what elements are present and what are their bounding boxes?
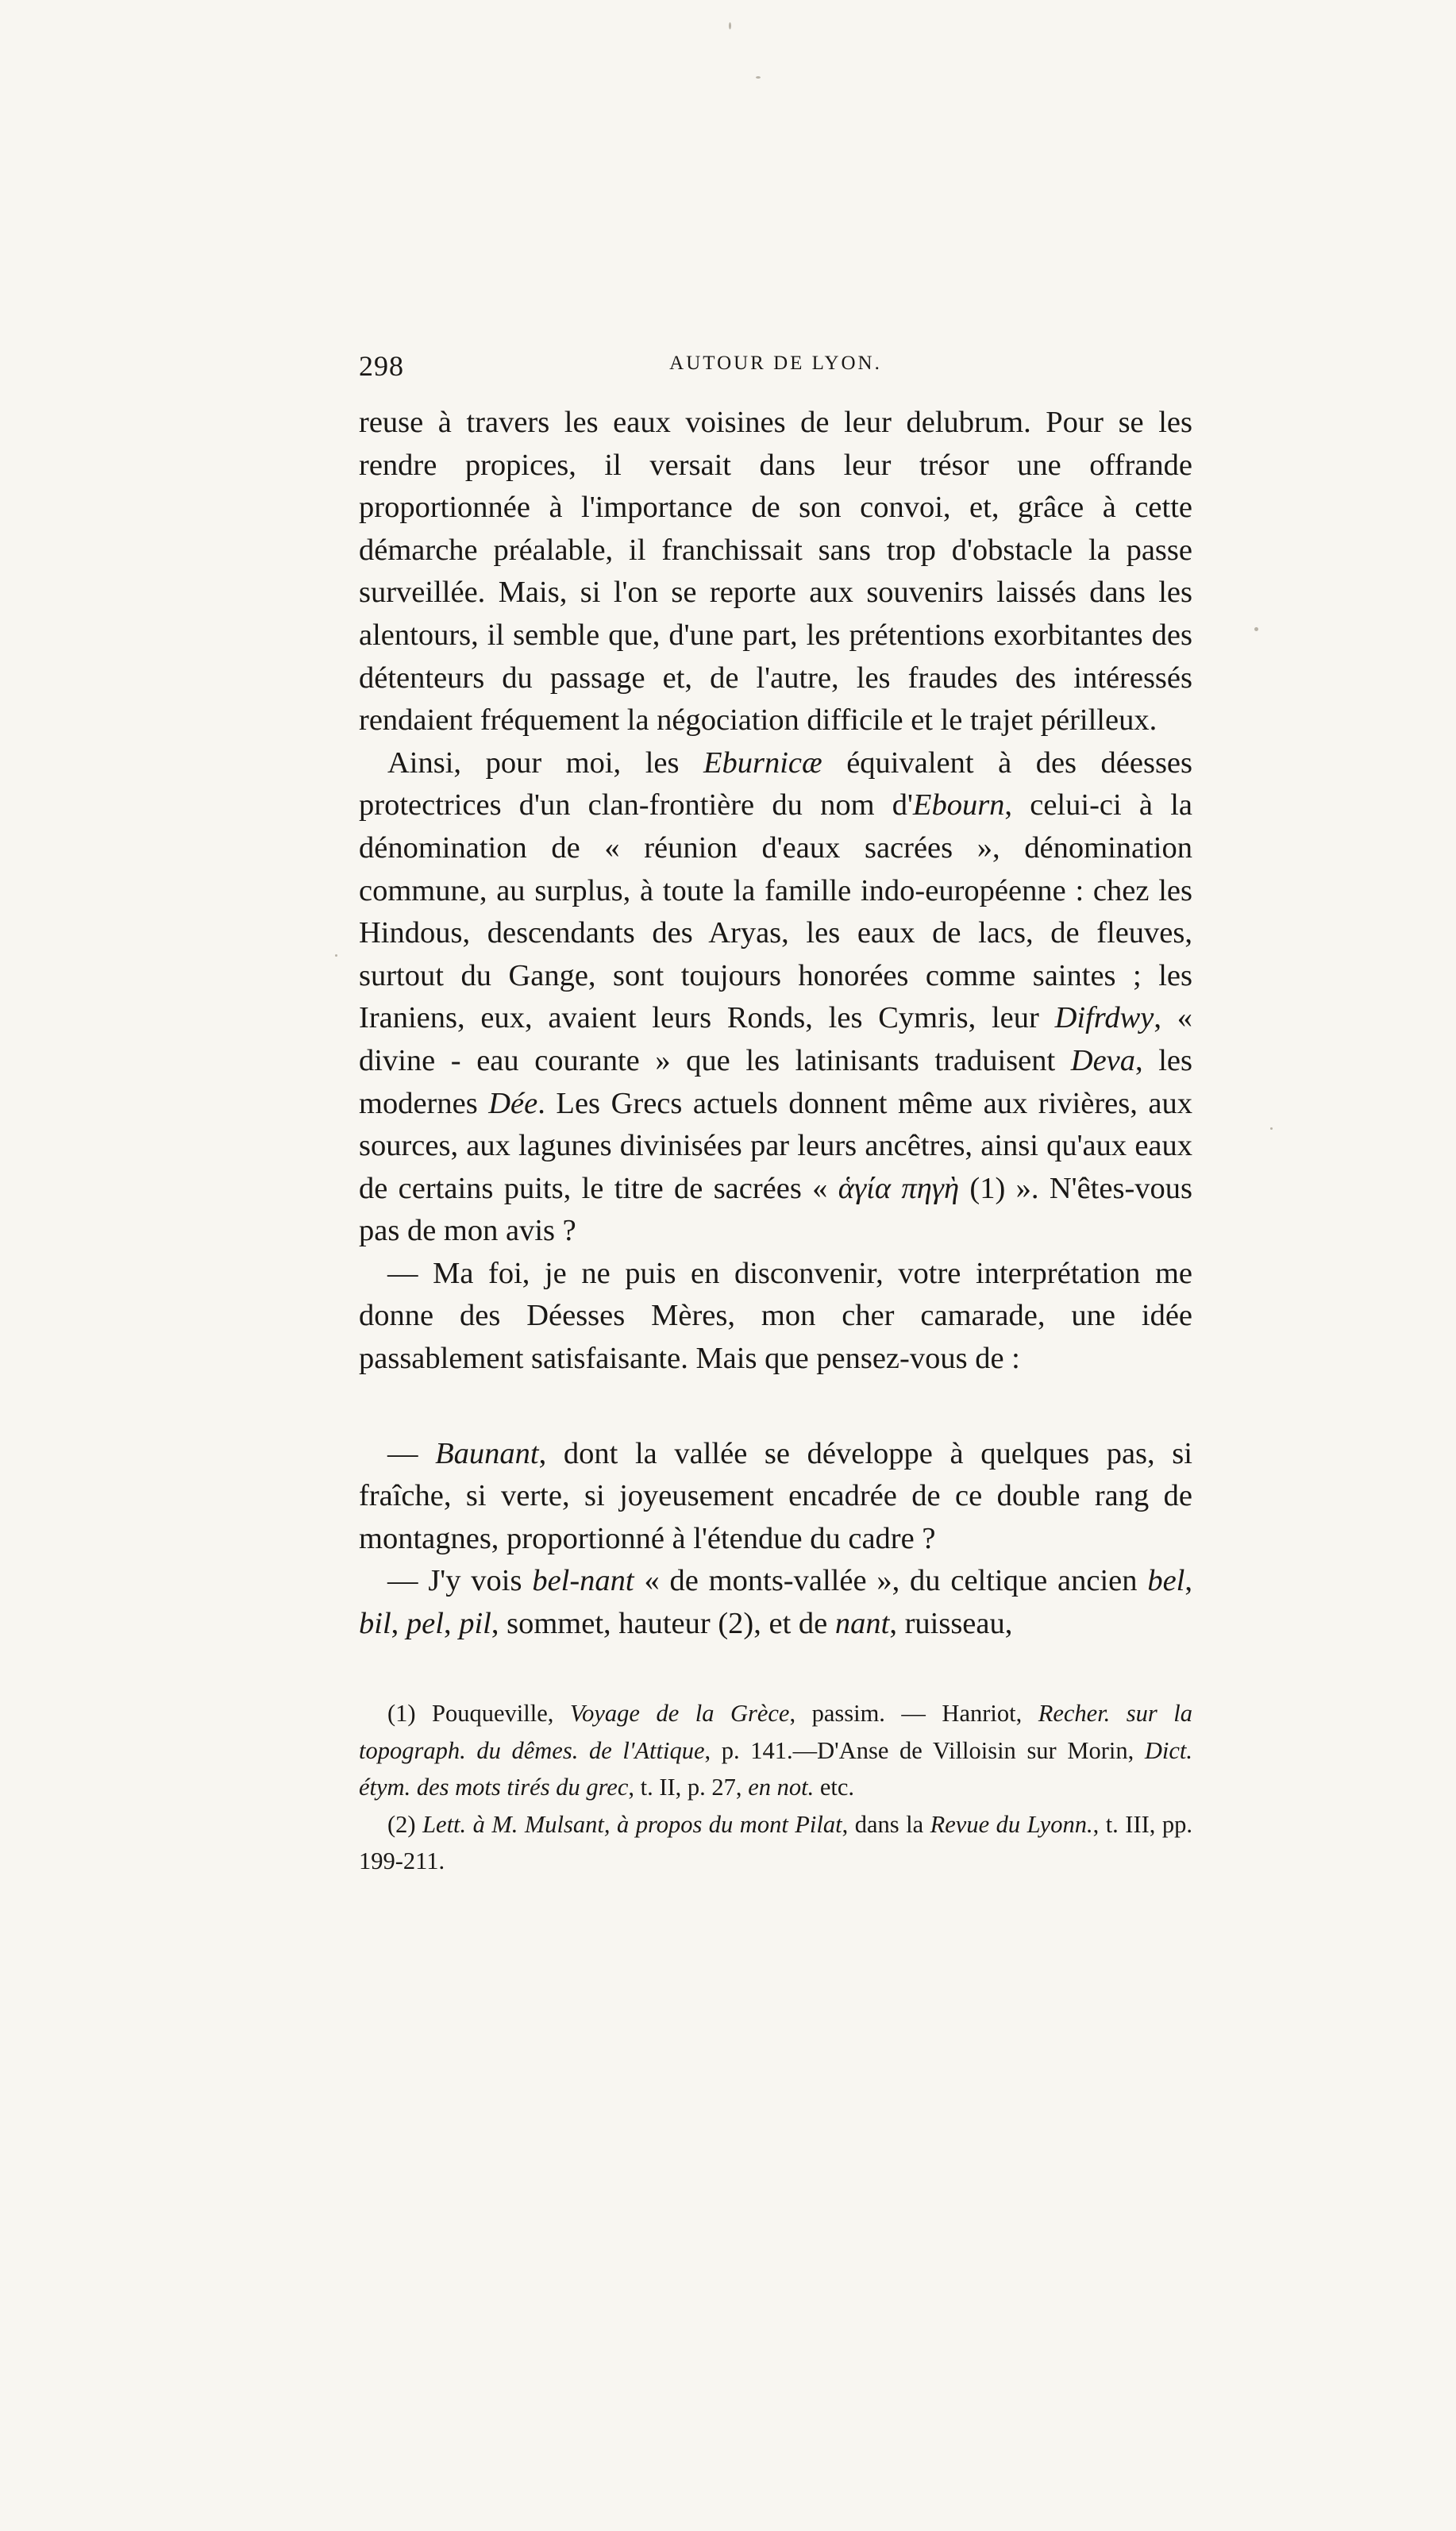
italic-text: nant: [834, 1607, 890, 1641]
running-title: AUTOUR DE LYON.: [669, 352, 882, 374]
text-run: , passim. — Hanriot,: [789, 1700, 1038, 1727]
italic-text: Voyage de la Grèce: [569, 1700, 790, 1727]
body-text: [359, 402, 1192, 1646]
italic-text: Dict. étym. des mots tirés du grec: [359, 1736, 1193, 1801]
text-run: , les modernes: [359, 1043, 1192, 1120]
scan-speck: [756, 76, 761, 79]
text-run: ,: [391, 1607, 406, 1641]
italic-text: Recher. sur la topograph. du dêmes. de l'Attique: [359, 1700, 1193, 1764]
italic-text: bel-nant: [532, 1564, 634, 1598]
page-header: [359, 349, 1192, 389]
text-run: , « divine - eau courante » que les latinisants traduisent: [359, 1001, 1192, 1077]
text-run: Ainsi, pour moi, les: [387, 745, 703, 780]
text-run: , celui-ci à la dénomination de « réunion d'eaux sacrées », dénomination commune, au surplus, à toute la famille indo-européenne : chez les Hindous, descendants des Aryas, les eaux de lacs, de fleuves, surtout du Gange, sont toujours honorées comme saintes ; les Iraniens, eux, avaient leurs Ronds, les Cymris, leur: [359, 788, 1192, 1035]
italic-text: Deva: [1070, 1043, 1136, 1077]
text-run: reuse à travers les eaux voisines de leur delubrum. Pour se les rendre propices, il versait dans leur trésor une offrande proportionnée à l'importance de son convoi, et, grâce à cette démarche préalable, il franchissait sans trop d'obstacle la passe surveillée. Mais, si l'on se reporte aux souvenirs laissés dans les alentours, il semble que, d'une part, les prétentions exorbitantes des détenteurs du passage et, de l'autre, les fraudes des intéressés rendaient fréquement la négociation difficile et le trajet périlleux.: [359, 406, 1192, 738]
text-run: — J'y vois: [387, 1564, 533, 1598]
scan-speck: [1254, 627, 1258, 631]
italic-text: pel: [406, 1607, 444, 1641]
italic-text: Difrdwy: [1054, 1001, 1154, 1035]
scan-speck: [729, 22, 731, 29]
italic-text: Baunant: [435, 1436, 539, 1470]
scan-speck: [335, 954, 337, 957]
text-run: , p. 141.—D'Anse de Villoisin sur Morin,: [704, 1736, 1145, 1764]
italic-text: pil: [459, 1607, 491, 1641]
paragraph: [359, 1560, 1192, 1645]
italic-text: bel: [1147, 1564, 1185, 1598]
text-run: « de monts-vallée », du celtique ancien: [634, 1564, 1148, 1598]
text-run: — Ma foi, je ne puis en disconvenir, votre interprétation me donne des Déesses Mères, mon cher camarade, une idée passablement satisfaisante. Mais que pensez-vous de :: [359, 1256, 1192, 1376]
paragraph: [359, 742, 1192, 1253]
italic-text: bil: [359, 1607, 391, 1641]
text-run: (1) Pouqueville,: [387, 1700, 570, 1727]
text-run: , sommet, hauteur (2), et de: [491, 1607, 835, 1641]
text-run: (1) ». N'êtes-vous pas de mon avis ?: [359, 1171, 1192, 1248]
text-run: . Les Grecs actuels donnent même aux rivières, aux sources, aux lagunes divinisées par leurs ancêtres, ainsi qu'aux eaux de certains puits, le titre de sacrées «: [359, 1086, 1192, 1205]
section-gap: [359, 1381, 1192, 1433]
text-run: (2): [387, 1810, 423, 1838]
text-run: , dont la vallée se développe à quelques pas, si fraîche, si verte, si joyeusement encadrée de ce double rang de montagnes, proportionné à l'étendue du cadre ?: [359, 1436, 1192, 1555]
italic-text: Revue du Lyonn.: [930, 1810, 1093, 1838]
page-number: 298: [359, 350, 404, 382]
italic-text: Ebourn: [912, 788, 1005, 822]
footnote: [359, 1806, 1192, 1880]
footnotes: [359, 1695, 1192, 1880]
text-run: , dans la: [842, 1810, 930, 1838]
italic-text: Eburnicæ: [703, 745, 822, 780]
italic-text: Lett. à M. Mulsant, à propos du mont Pilat: [422, 1810, 842, 1838]
text-run: ,: [443, 1607, 460, 1641]
paragraph: [359, 1433, 1192, 1561]
text-run: —: [387, 1436, 436, 1470]
text-run: ,: [1184, 1564, 1192, 1598]
footnote: [359, 1695, 1192, 1806]
italic-text: Dée: [488, 1086, 538, 1120]
text-run: etc.: [814, 1774, 855, 1801]
italic-text: en not.: [748, 1774, 815, 1801]
scan-speck: [1270, 1127, 1273, 1130]
text-run: , t. III, pp. 199-211.: [359, 1810, 1192, 1874]
text-run: , ruisseau,: [889, 1607, 1013, 1641]
paragraph: [359, 1253, 1192, 1381]
paragraph: [359, 402, 1192, 742]
italic-text: ἁγία πηγὴ: [838, 1171, 960, 1205]
text-run: , t. II, p. 27,: [628, 1774, 749, 1801]
text-run: équivalent à des déesses protectrices d'un clan-frontière du nom d': [359, 745, 1192, 822]
